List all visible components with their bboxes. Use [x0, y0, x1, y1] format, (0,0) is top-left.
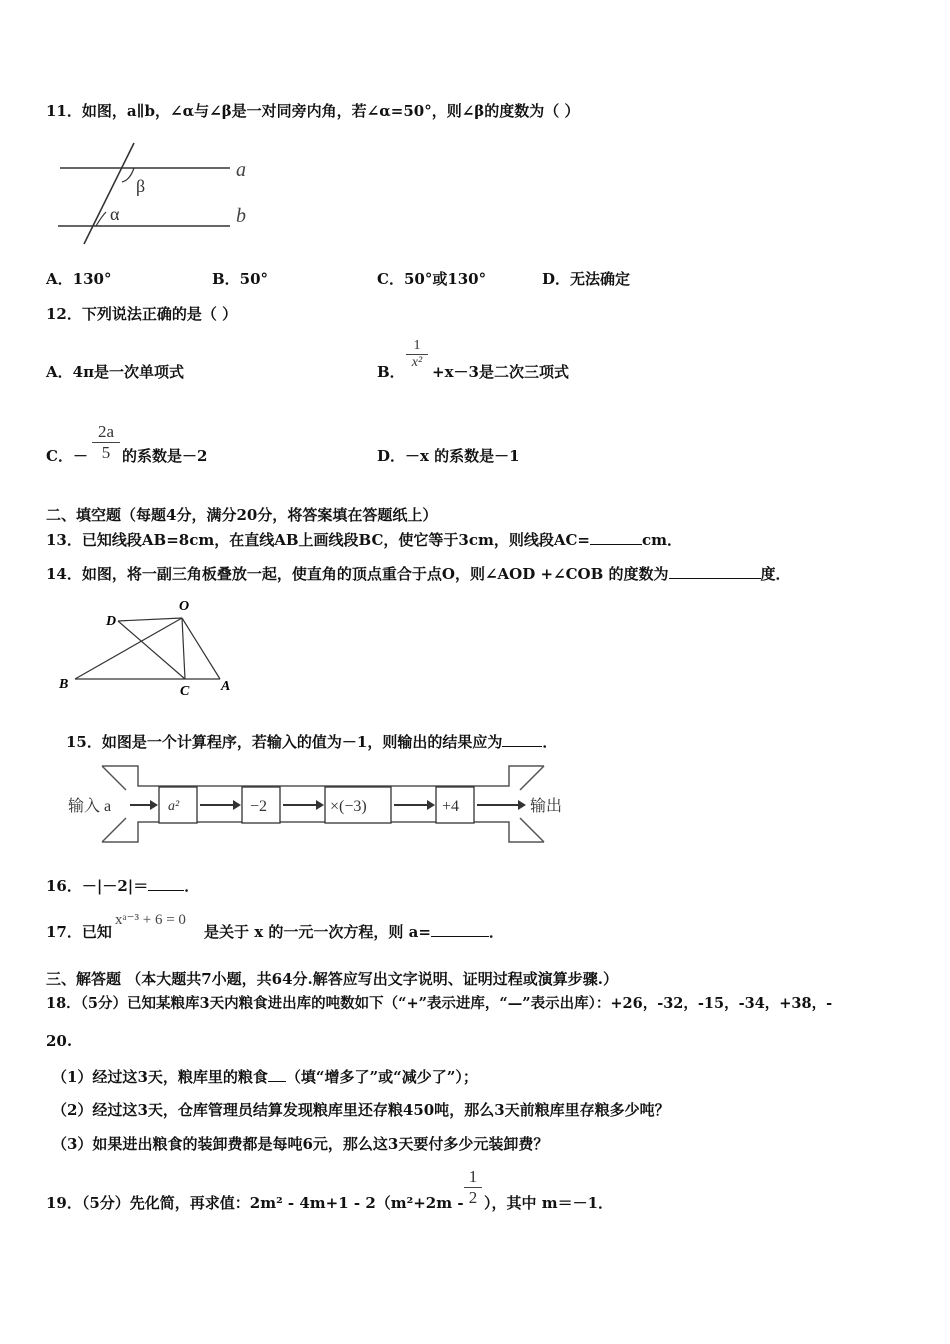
q17-end: ． — [488, 923, 504, 941]
q16 — [46, 876, 199, 896]
q18-part1-text: （1）经过这3天，粮库里的粮食 — [52, 1068, 268, 1086]
q19-post: ），其中 m＝－1． — [484, 1194, 614, 1212]
q11-option-d[interactable]: D．无法确定 — [542, 270, 631, 288]
q18-answer-blank[interactable] — [268, 1067, 286, 1082]
q11-option-a[interactable]: A．130° — [46, 270, 112, 288]
q14-text: 14．如图，将一副三角板叠放一起，使直角的顶点重合于点O，则∠AOD +∠COB 的度数为 — [46, 565, 669, 583]
q14-triangles-figure — [55, 596, 245, 700]
q13-answer-blank[interactable] — [590, 530, 642, 545]
q18-part2: （2）经过这3天，仓库管理员结算发现粮库里还存粮450吨，那么3天前粮库里存粮多少吨？ — [52, 1101, 670, 1119]
point-B: B — [59, 677, 69, 692]
q15-end: ． — [542, 733, 558, 751]
section-2-heading: 二、填空题（每题4分，满分20分，将答案填在答题纸上） — [46, 506, 438, 524]
q11-option-c[interactable]: C．50°或130° — [377, 270, 487, 288]
q14-unit: 度． — [760, 565, 791, 583]
fraction-denominator: 2 — [468, 1188, 478, 1207]
q15-flowchart — [64, 762, 570, 846]
q14 — [46, 564, 791, 584]
flow-box-square-text: a² — [168, 799, 180, 814]
q18-part1-hint: （填“增多了”或“减少了”）； — [285, 1068, 478, 1086]
q13-text: 13．已知线段AB=8cm，在直线AB上画线段BC，使它等于3cm，则线段AC= — [46, 531, 591, 549]
point-A: A — [221, 679, 231, 694]
q12-option-c-fraction — [92, 422, 120, 463]
q18-line1: 18．（5分）已知某粮库3天内粮食进出库的吨数如下（“+”表示进库，“—”表示出库）：+26，-32，-15，-34，+38，- — [46, 995, 833, 1012]
fraction-denominator: 5 — [101, 443, 111, 462]
q15-text: 15．如图是一个计算程序，若输入的值为－1，则输出的结果应为 — [66, 733, 503, 751]
q17-rest — [204, 922, 504, 942]
q19-pre: 19．（5分）先化简，再求值：2m² - 4m+1 - 2（m²+2m - — [46, 1194, 464, 1212]
fraction-numerator: 1 — [413, 338, 421, 353]
flow-box-minus2-text: −2 — [250, 798, 268, 815]
q16-answer-blank[interactable] — [148, 876, 184, 891]
point-C: C — [180, 684, 190, 699]
q12-option-c-label[interactable]: C．－ — [46, 447, 88, 465]
q17-answer-blank[interactable] — [431, 922, 489, 937]
angle-beta-arc — [122, 168, 134, 182]
label-a: a — [236, 159, 246, 181]
label-b: b — [236, 205, 246, 227]
q12-option-b-fraction — [406, 338, 428, 371]
q11-parallel-lines-figure — [50, 140, 270, 250]
q12-option-d[interactable]: D．－x 的系数是－1 — [377, 447, 520, 465]
q17-equation: xᵃ⁻³ + 6 = 0 — [115, 912, 186, 928]
transversal — [84, 143, 134, 244]
q12-option-b-text: +x－3是二次三项式 — [432, 363, 569, 381]
flow-output-label: 输出 — [530, 798, 563, 815]
label-alpha: α — [110, 204, 120, 224]
q16-text: 16．－|－2|＝ — [46, 877, 149, 895]
q12-option-a[interactable]: A．4π是一次单项式 — [46, 363, 185, 381]
section-3-heading: 三、解答题 （本大题共7小题，共64分.解答应写出文字说明、证明过程或演算步骤.） — [46, 970, 618, 988]
q17-mid: 是关于 x 的一元一次方程，则 a= — [204, 923, 431, 941]
flow-box-times-text: ×(−3) — [330, 798, 367, 815]
q14-answer-blank[interactable] — [669, 564, 761, 579]
q13 — [46, 530, 682, 550]
q18-part1 — [52, 1067, 478, 1087]
fraction-denominator: x² — [411, 355, 423, 370]
label-beta: β — [136, 176, 146, 196]
fraction-numerator: 2a — [97, 422, 115, 441]
angle-alpha-arc — [96, 212, 106, 226]
q13-unit: cm． — [642, 531, 683, 549]
flow-input-label: 输入 a — [68, 798, 112, 815]
q19-fraction — [464, 1167, 482, 1208]
q18-part3: （3）如果进出粮食的装卸费都是每吨6元，那么这3天要付多少元装卸费？ — [52, 1135, 549, 1153]
q12-stem: 12．下列说法正确的是（ ） — [46, 305, 238, 323]
q15 — [66, 732, 557, 752]
q12-option-b-label[interactable]: B． — [377, 363, 405, 381]
q11-option-b[interactable]: B．50° — [212, 270, 269, 288]
q18-line2: 20. — [46, 1032, 73, 1050]
point-O: O — [179, 599, 190, 614]
flow-box-plus4-text: +4 — [442, 798, 460, 815]
fraction-numerator: 1 — [468, 1167, 478, 1186]
q15-answer-blank[interactable] — [502, 732, 542, 747]
q16-end: ． — [184, 877, 200, 895]
q12-option-c-text: 的系数是－2 — [122, 447, 208, 465]
point-D: D — [106, 614, 117, 629]
q17-prefix: 17．已知 — [46, 923, 112, 941]
q11-stem: 11．如图，a∥b，∠α与∠β是一对同旁内角，若∠α=50°，则∠β的度数为（ ） — [46, 102, 580, 120]
